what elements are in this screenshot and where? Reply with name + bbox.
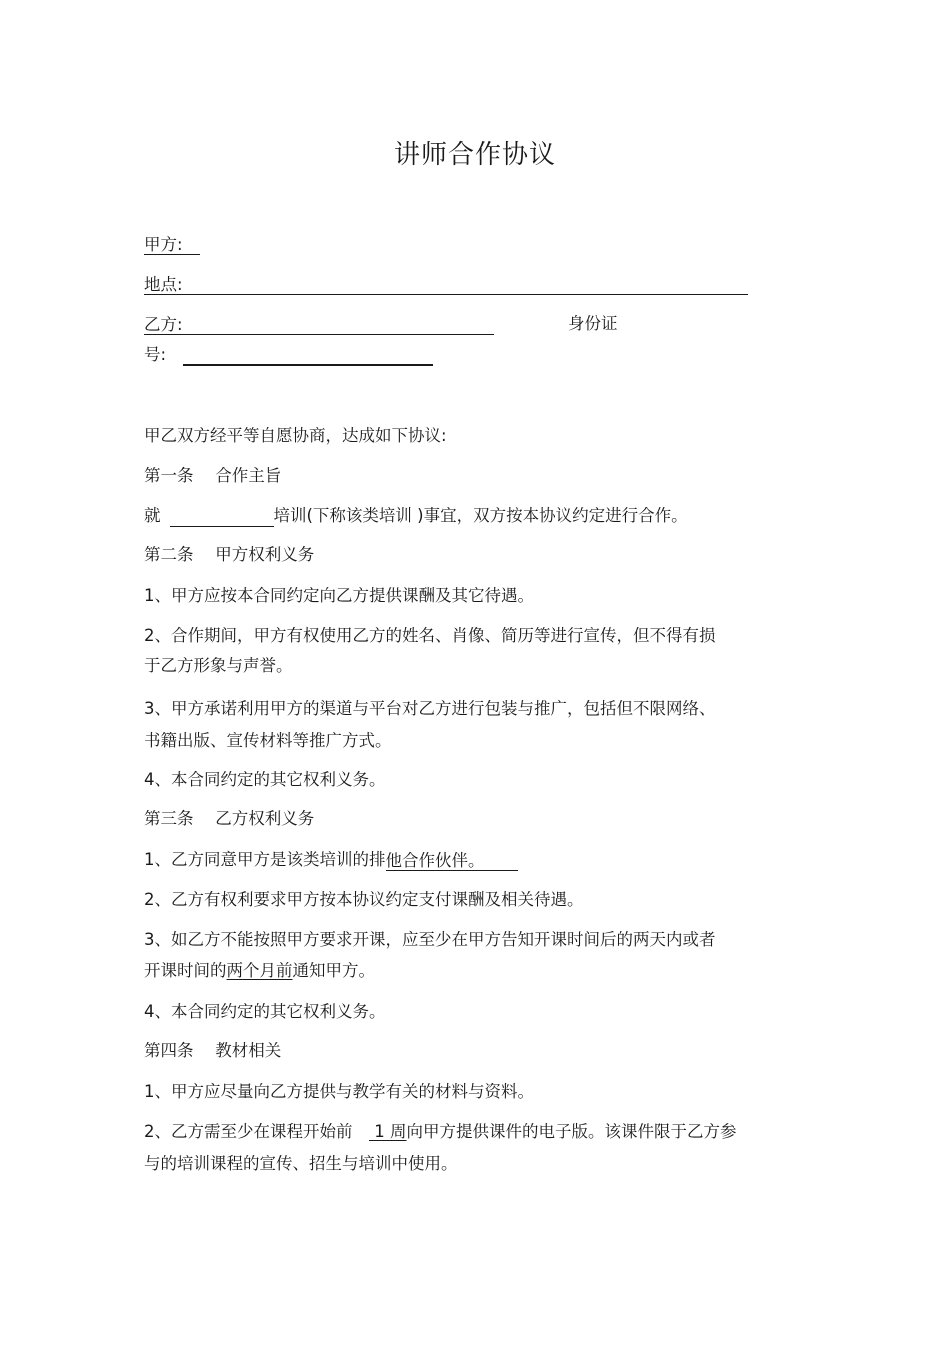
intro-text: 甲乙双方经平等自愿协商，达成如下协议: <box>144 426 447 445</box>
article-2-item-2b: 于乙方形象与声誉。 <box>144 656 293 675</box>
article-2-item-2a: 2、合作期间，甲方有权使用乙方的姓名、肖像、简历等进行宣传，但不得有损 <box>144 626 716 645</box>
article-4-item-2b: 与的培训课程的宣传、招生与培训中使用。 <box>144 1154 458 1173</box>
article-4-item-2a-underlined: 1 周 <box>369 1122 407 1141</box>
article-3-item-3b-underlined: 两个月前 <box>226 961 293 980</box>
article-3-item-4: 4、本合同约定的其它权利义务。 <box>144 1002 386 1021</box>
party-a-field[interactable] <box>144 234 200 255</box>
article-4-item-2a <box>144 1121 737 1143</box>
article-3-item-1 <box>144 849 518 871</box>
article-3-item-3b <box>144 960 375 982</box>
article-3-item-3b-post: 通知甲方。 <box>292 961 375 980</box>
article-2-item-1: 1、甲方应按本合同约定向乙方提供课酬及其它待遇。 <box>144 586 534 605</box>
article-2-item-4: 4、本合同约定的其它权利义务。 <box>144 770 386 789</box>
article-1-text <box>144 505 688 527</box>
article-3-item-3b-pre: 开课时间的 <box>144 961 227 980</box>
article-4-item-2a-post: 向甲方提供课件的电子版。该课件限于乙方参 <box>406 1122 737 1141</box>
article-2-item-3b: 书籍出版、宣传材料等推广方式。 <box>144 731 392 750</box>
party-b-label: 乙方: <box>144 315 183 334</box>
article-2-heading: 第二条 甲方权利义务 <box>144 545 315 564</box>
article-2-item-3a: 3、甲方承诺利用甲方的渠道与平台对乙方进行包装与推广，包括但不限网络、 <box>144 699 716 718</box>
article-4-heading: 第四条 教材相关 <box>144 1041 282 1060</box>
party-a-label: 甲方: <box>144 235 183 254</box>
party-a-line <box>144 233 200 255</box>
article-1-text-pre: 就 <box>144 506 161 525</box>
article-1-heading: 第一条 合作主旨 <box>144 466 282 485</box>
id-label-2: 号: <box>144 345 167 364</box>
id-number-line <box>144 344 433 366</box>
article-1-text-post: 培训(下称该类培训 )事宜，双方按本协议约定进行合作。 <box>273 506 688 525</box>
location-line <box>144 273 748 295</box>
document-title: 讲师合作协议 <box>393 140 556 170</box>
article-3-item-1-pre: 1、乙方同意甲方是该类培训的排 <box>144 850 386 869</box>
id-number-field[interactable] <box>183 344 433 366</box>
article-3-item-1-underlined-text: 他合作伙伴。 <box>385 851 485 870</box>
party-b-field[interactable] <box>144 314 494 335</box>
training-name-field[interactable] <box>170 506 274 527</box>
party-b-line <box>144 313 494 335</box>
location-field[interactable] <box>144 274 748 295</box>
article-4-item-2a-pre: 2、乙方需至少在课程开始前 <box>144 1122 369 1141</box>
article-3-item-3a: 3、如乙方不能按照甲方要求开课，应至少在甲方告知开课时间后的两天内或者 <box>144 930 716 949</box>
article-3-item-2: 2、乙方有权利要求甲方按本协议约定支付课酬及相关待遇。 <box>144 890 584 909</box>
article-3-heading: 第三条 乙方权利义务 <box>144 809 315 828</box>
article-4-item-1: 1、甲方应尽量向乙方提供与教学有关的材料与资料。 <box>144 1082 534 1101</box>
id-label-1: 身份证 <box>568 314 618 333</box>
article-3-item-1-underlined <box>386 850 518 871</box>
location-label: 地点: <box>144 275 183 294</box>
